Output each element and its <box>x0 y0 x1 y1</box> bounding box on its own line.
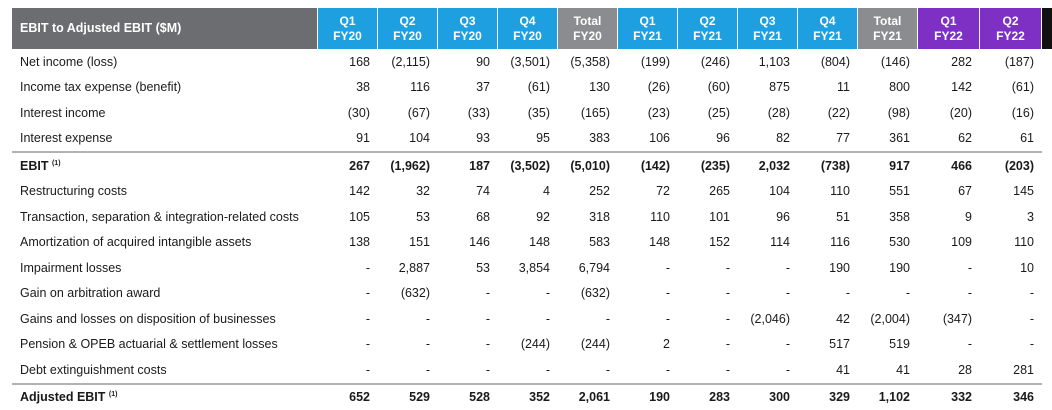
table-cell: 917 <box>858 151 918 179</box>
row-label <box>12 49 318 75</box>
table-cell: - <box>618 306 678 332</box>
table-cell: (244) <box>558 332 618 358</box>
table-cell: 38 <box>318 75 378 101</box>
row-label <box>12 383 318 410</box>
table-cell: - <box>980 306 1042 332</box>
table-cell: 352 <box>498 383 558 410</box>
row-label-text: Interest income <box>20 106 105 120</box>
table-row <box>12 281 1042 307</box>
table-cell: - <box>318 255 378 281</box>
row-label-text: Amortization of acquired intangible assets <box>20 235 251 249</box>
column-period: Q2 <box>980 14 1041 29</box>
table-cell: - <box>318 357 378 383</box>
table-cell: 2,061 <box>558 383 618 410</box>
column-period: Total <box>858 14 917 29</box>
table-row <box>12 357 1042 383</box>
column-fiscal-year: FY21 <box>798 29 857 44</box>
table-cell: - <box>618 357 678 383</box>
table-cell: 93 <box>438 126 498 152</box>
table-cell: - <box>980 281 1042 307</box>
table-cell: 41 <box>798 357 858 383</box>
table-row <box>12 179 1042 205</box>
table-cell: - <box>858 281 918 307</box>
table-cell: 358 <box>858 204 918 230</box>
table-cell: 146 <box>438 230 498 256</box>
table-cell: (142) <box>618 151 678 179</box>
table-cell: (244) <box>498 332 558 358</box>
table-cell: - <box>918 332 980 358</box>
row-label-text: Net income (loss) <box>20 55 117 69</box>
row-label <box>12 179 318 205</box>
table-cell: 91 <box>318 126 378 152</box>
table-cell: 361 <box>858 126 918 152</box>
table-row <box>12 151 1042 179</box>
table-cell: 168 <box>318 49 378 75</box>
table-cell: (738) <box>798 151 858 179</box>
table-cell: (22) <box>798 100 858 126</box>
table-cell: - <box>378 306 438 332</box>
table-cell: (632) <box>378 281 438 307</box>
table-cell: - <box>558 306 618 332</box>
table-cell: 283 <box>678 383 738 410</box>
row-label <box>12 151 318 179</box>
table-cell: 517 <box>798 332 858 358</box>
table-cell: (28) <box>738 100 798 126</box>
row-label <box>12 332 318 358</box>
table-cell: - <box>558 357 618 383</box>
table-cell: 300 <box>738 383 798 410</box>
table-cell: 61 <box>980 126 1042 152</box>
table-title: EBIT to Adjusted EBIT ($M) <box>12 8 318 49</box>
table-cell: - <box>918 255 980 281</box>
table-cell: 138 <box>318 230 378 256</box>
table-cell: (165) <box>558 100 618 126</box>
table-cell: 3,854 <box>498 255 558 281</box>
row-label <box>12 357 318 383</box>
table-cell: 110 <box>798 179 858 205</box>
table-cell: (60) <box>678 75 738 101</box>
table-cell: (5,358) <box>558 49 618 75</box>
column-fiscal-year: FY22 <box>918 29 979 44</box>
table-cell: - <box>438 281 498 307</box>
column-fiscal-year: FY21 <box>678 29 737 44</box>
row-label-text: EBIT <box>20 159 48 173</box>
row-label-text: Interest expense <box>20 131 112 145</box>
table-cell: 267 <box>318 151 378 179</box>
table-cell: (20) <box>918 100 980 126</box>
table-cell: 329 <box>798 383 858 410</box>
table-cell: (246) <box>678 49 738 75</box>
table-row <box>12 230 1042 256</box>
table-cell: - <box>738 357 798 383</box>
table-cell: 9 <box>918 204 980 230</box>
table-cell: 110 <box>618 204 678 230</box>
row-label <box>12 306 318 332</box>
column-period: Q1 <box>618 14 677 29</box>
table-cell: 105 <box>318 204 378 230</box>
table-cell: (3,502) <box>498 151 558 179</box>
table-cell: 332 <box>918 383 980 410</box>
table-cell: (235) <box>678 151 738 179</box>
column-header-q4-fy21 <box>798 8 858 49</box>
table-cell: 282 <box>918 49 980 75</box>
row-label-text: Pension & OPEB actuarial & settlement losses <box>20 337 278 351</box>
slide-title-strip <box>0 0 1052 8</box>
table-cell: (5,010) <box>558 151 618 179</box>
table-cell: 151 <box>378 230 438 256</box>
table-cell: 529 <box>378 383 438 410</box>
table-body <box>12 49 1042 410</box>
table-cell: - <box>498 306 558 332</box>
table-cell: (2,004) <box>858 306 918 332</box>
row-label-text: Restructuring costs <box>20 184 127 198</box>
column-fiscal-year: FY20 <box>498 29 557 44</box>
table-cell: - <box>678 281 738 307</box>
row-label-text: Gain on arbitration award <box>20 286 160 300</box>
table-cell: (98) <box>858 100 918 126</box>
table-cell: 551 <box>858 179 918 205</box>
table-cell: (35) <box>498 100 558 126</box>
table-cell: - <box>438 306 498 332</box>
table-row <box>12 100 1042 126</box>
table-cell: 583 <box>558 230 618 256</box>
table-cell: 190 <box>618 383 678 410</box>
table-cell: 41 <box>858 357 918 383</box>
column-period: Q1 <box>918 14 979 29</box>
row-label <box>12 281 318 307</box>
column-fiscal-year: FY21 <box>738 29 797 44</box>
table-cell: 281 <box>980 357 1042 383</box>
column-header-q1-fy22 <box>918 8 980 49</box>
table-cell: 77 <box>798 126 858 152</box>
table-cell: - <box>678 332 738 358</box>
table-cell: 2,887 <box>378 255 438 281</box>
table-cell: 383 <box>558 126 618 152</box>
table-cell: 104 <box>378 126 438 152</box>
table-cell: 53 <box>438 255 498 281</box>
table-cell: 96 <box>738 204 798 230</box>
column-fiscal-year: FY20 <box>438 29 497 44</box>
row-label <box>12 75 318 101</box>
table-cell: 10 <box>980 255 1042 281</box>
table-cell: - <box>498 281 558 307</box>
table-cell: 11 <box>798 75 858 101</box>
table-row <box>12 204 1042 230</box>
table-cell: 116 <box>798 230 858 256</box>
ebit-reconciliation-table <box>12 8 1042 410</box>
table-cell: 528 <box>438 383 498 410</box>
header-edge <box>1042 8 1052 49</box>
table-cell: 6,794 <box>558 255 618 281</box>
table-cell: 101 <box>678 204 738 230</box>
table-cell: (30) <box>318 100 378 126</box>
table-cell: 130 <box>558 75 618 101</box>
table-cell: - <box>738 281 798 307</box>
row-label <box>12 204 318 230</box>
column-period: Q3 <box>438 14 497 29</box>
table-cell: - <box>798 281 858 307</box>
table-cell: 90 <box>438 49 498 75</box>
table-cell: 1,103 <box>738 49 798 75</box>
table-cell: 875 <box>738 75 798 101</box>
column-period: Q2 <box>678 14 737 29</box>
column-fiscal-year: FY22 <box>980 29 1041 44</box>
table-cell: 346 <box>980 383 1042 410</box>
table-cell: 142 <box>318 179 378 205</box>
table-cell: (67) <box>378 100 438 126</box>
column-header-q2-fy22 <box>980 8 1042 49</box>
table-cell: (146) <box>858 49 918 75</box>
table-cell: - <box>918 281 980 307</box>
table-cell: (804) <box>798 49 858 75</box>
table-cell: 148 <box>498 230 558 256</box>
table-cell: 145 <box>980 179 1042 205</box>
row-label-text: Gains and losses on disposition of businesses <box>20 312 276 326</box>
column-header-q3-fy21 <box>738 8 798 49</box>
column-fiscal-year: FY21 <box>618 29 677 44</box>
table-cell: 104 <box>738 179 798 205</box>
table-cell: - <box>318 281 378 307</box>
table-cell: 109 <box>918 230 980 256</box>
table-cell: (1,962) <box>378 151 438 179</box>
table-cell: (26) <box>618 75 678 101</box>
table-cell: 42 <box>798 306 858 332</box>
table-cell: 72 <box>618 179 678 205</box>
table-cell: - <box>678 306 738 332</box>
row-label-text: Adjusted EBIT <box>20 390 105 404</box>
table-cell: (203) <box>980 151 1042 179</box>
table-cell: 318 <box>558 204 618 230</box>
table-cell: 152 <box>678 230 738 256</box>
table-cell: 190 <box>858 255 918 281</box>
table-cell: (25) <box>678 100 738 126</box>
table-cell: 62 <box>918 126 980 152</box>
table-cell: - <box>318 306 378 332</box>
table-cell: 53 <box>378 204 438 230</box>
table-cell: - <box>738 255 798 281</box>
table-cell: (16) <box>980 100 1042 126</box>
row-label-text: Impairment losses <box>20 261 121 275</box>
table-cell: 3 <box>980 204 1042 230</box>
column-header-q3-fy20 <box>438 8 498 49</box>
table-cell: 106 <box>618 126 678 152</box>
row-label <box>12 126 318 152</box>
table-cell: (347) <box>918 306 980 332</box>
table-cell: 114 <box>738 230 798 256</box>
table-cell: - <box>438 357 498 383</box>
column-header-q2-fy21 <box>678 8 738 49</box>
table-cell: (632) <box>558 281 618 307</box>
table-cell: 800 <box>858 75 918 101</box>
column-header-q1-fy21 <box>618 8 678 49</box>
column-period: Q4 <box>498 14 557 29</box>
table-row <box>12 126 1042 152</box>
table-cell: - <box>618 281 678 307</box>
table-cell: 92 <box>498 204 558 230</box>
column-period: Total <box>558 14 617 29</box>
table-cell: 37 <box>438 75 498 101</box>
column-period: Q3 <box>738 14 797 29</box>
table-cell: 652 <box>318 383 378 410</box>
table-cell: - <box>318 332 378 358</box>
table-cell: (2,046) <box>738 306 798 332</box>
table-cell: 2 <box>618 332 678 358</box>
table-cell: 51 <box>798 204 858 230</box>
table-cell: (2,115) <box>378 49 438 75</box>
column-period: Q2 <box>378 14 437 29</box>
table-row <box>12 49 1042 75</box>
table-cell: 1,102 <box>858 383 918 410</box>
row-label-text: Income tax expense (benefit) <box>20 80 181 94</box>
table-row <box>12 306 1042 332</box>
table-cell: 530 <box>858 230 918 256</box>
table-cell: (199) <box>618 49 678 75</box>
table-cell: - <box>738 332 798 358</box>
column-period: Q1 <box>318 14 377 29</box>
column-header-total-fy20 <box>558 8 618 49</box>
footnote-marker: (1) <box>52 160 61 167</box>
table-cell: 74 <box>438 179 498 205</box>
table-cell: - <box>498 357 558 383</box>
table-row <box>12 255 1042 281</box>
table-cell: 82 <box>738 126 798 152</box>
table-cell: - <box>678 255 738 281</box>
column-fiscal-year: FY21 <box>858 29 917 44</box>
column-fiscal-year: FY20 <box>558 29 617 44</box>
column-fiscal-year: FY20 <box>378 29 437 44</box>
table-cell: 110 <box>980 230 1042 256</box>
column-period: Q4 <box>798 14 857 29</box>
table-cell: (3,501) <box>498 49 558 75</box>
table-cell: 148 <box>618 230 678 256</box>
row-label <box>12 230 318 256</box>
table-cell: 187 <box>438 151 498 179</box>
table-cell: - <box>618 255 678 281</box>
table-cell: - <box>378 332 438 358</box>
table-cell: 190 <box>798 255 858 281</box>
column-header-q4-fy20 <box>498 8 558 49</box>
column-header-total-fy21 <box>858 8 918 49</box>
table-cell: 95 <box>498 126 558 152</box>
table-cell: 142 <box>918 75 980 101</box>
table-cell: 265 <box>678 179 738 205</box>
column-header-q2-fy20 <box>378 8 438 49</box>
table-cell: 68 <box>438 204 498 230</box>
table-cell: 32 <box>378 179 438 205</box>
table-cell: 116 <box>378 75 438 101</box>
table-cell: (187) <box>980 49 1042 75</box>
table-row <box>12 332 1042 358</box>
column-fiscal-year: FY20 <box>318 29 377 44</box>
table-cell: - <box>378 357 438 383</box>
table-cell: 252 <box>558 179 618 205</box>
table-cell: 4 <box>498 179 558 205</box>
row-label <box>12 255 318 281</box>
table-cell: 96 <box>678 126 738 152</box>
table-cell: 466 <box>918 151 980 179</box>
row-label-text: Transaction, separation & integration-related costs <box>20 210 299 224</box>
table-cell: 67 <box>918 179 980 205</box>
column-header-q1-fy20 <box>318 8 378 49</box>
table-cell: (23) <box>618 100 678 126</box>
row-label <box>12 100 318 126</box>
table-row <box>12 383 1042 410</box>
table-header-row <box>12 8 1042 49</box>
table-row <box>12 75 1042 101</box>
table-cell: (61) <box>980 75 1042 101</box>
footnote-marker: (1) <box>109 391 118 398</box>
table-cell: 519 <box>858 332 918 358</box>
table-cell: 28 <box>918 357 980 383</box>
table-cell: - <box>438 332 498 358</box>
row-label-text: Debt extinguishment costs <box>20 363 167 377</box>
table-cell: - <box>980 332 1042 358</box>
table-cell: - <box>678 357 738 383</box>
table-cell: (33) <box>438 100 498 126</box>
table-cell: (61) <box>498 75 558 101</box>
table-cell: 2,032 <box>738 151 798 179</box>
